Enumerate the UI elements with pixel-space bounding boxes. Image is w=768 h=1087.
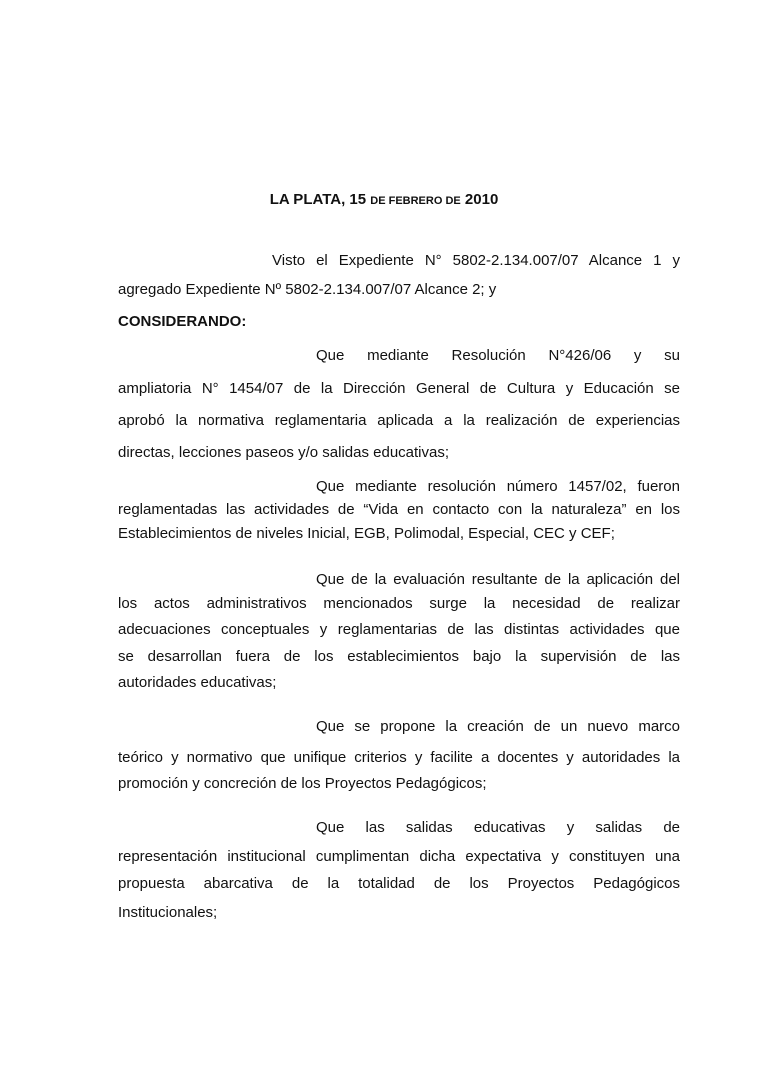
date-month: DE FEBRERO DE (370, 195, 461, 207)
paragraph-line: adecuaciones conceptuales y reglamentarias de las distintas actividades que (118, 621, 680, 638)
date-year: 2010 (464, 191, 499, 208)
document-date-heading (0, 190, 768, 210)
paragraph-line: reglamentadas las actividades de “Vida en contacto con la naturaleza” en los (118, 501, 680, 518)
paragraph-line: Que se propone la creación de un nuevo marco (316, 718, 680, 735)
paragraph-line: Que de la evaluación resultante de la aplicación del (316, 571, 680, 588)
paragraph-line: Que mediante resolución número 1457/02, fueron (316, 478, 680, 495)
paragraph-line: Que mediante Resolución N°426/06 y su (316, 347, 680, 364)
paragraph-line: los actos administrativos mencionados surge la necesidad de realizar (118, 595, 680, 612)
visto-line: Visto el Expediente N° 5802-2.134.007/07 Alcance 1 y (272, 252, 680, 269)
paragraph-line: promoción y concreción de los Proyectos Pedagógicos; (118, 775, 487, 792)
paragraph-line: teórico y normativo que unifique criterios y facilite a docentes y autoridades la (118, 749, 680, 766)
date-city: LA PLATA, 15 (269, 191, 367, 208)
paragraph-line: representación institucional cumplimentan dicha expectativa y constituyen una (118, 848, 680, 865)
paragraph-line: aprobó la normativa reglamentaria aplicada a la realización de experiencias (118, 412, 680, 429)
paragraph-line: Establecimientos de niveles Inicial, EGB, Polimodal, Especial, CEC y CEF; (118, 525, 615, 542)
paragraph-line: ampliatoria N° 1454/07 de la Dirección General de Cultura y Educación se (118, 380, 680, 397)
paragraph-line: se desarrollan fuera de los establecimientos bajo la supervisión de las (118, 648, 680, 665)
paragraph-line: autoridades educativas; (118, 674, 277, 691)
paragraph-line: Que las salidas educativas y salidas de (316, 819, 680, 836)
considerando-heading: CONSIDERANDO: (118, 313, 247, 330)
paragraph-line: Institucionales; (118, 904, 218, 921)
visto-line: agregado Expediente Nº 5802-2.134.007/07 Alcance 2; y (118, 281, 497, 298)
paragraph-line: directas, lecciones paseos y/o salidas educativas; (118, 444, 450, 461)
paragraph-line: propuesta abarcativa de la totalidad de los Proyectos Pedagógicos (118, 875, 680, 892)
